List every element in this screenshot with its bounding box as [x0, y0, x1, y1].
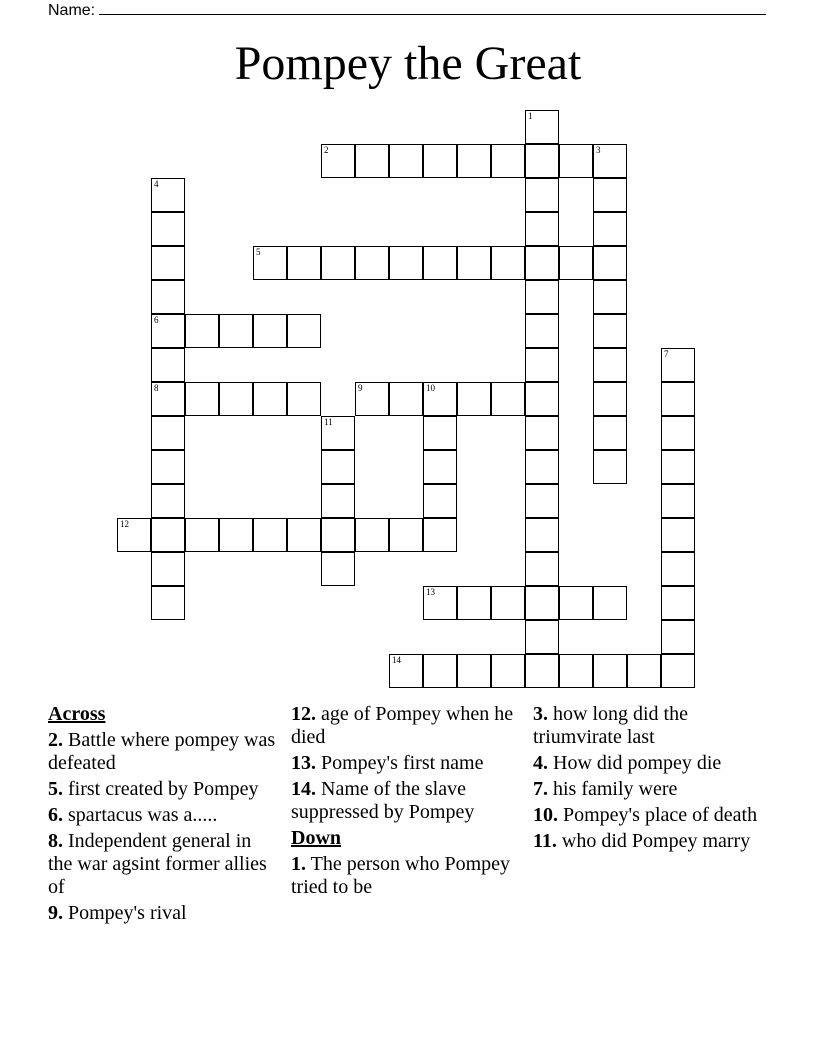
clue-number-label: 12.: [291, 703, 316, 725]
clue-number: 11: [324, 417, 333, 427]
grid-cell[interactable]: [593, 416, 627, 450]
grid-cell[interactable]: [287, 518, 321, 552]
clue-item: [48, 804, 278, 827]
grid-cell[interactable]: [525, 348, 559, 382]
grid-cell[interactable]: [559, 586, 593, 620]
clue-number: 4: [154, 179, 159, 189]
grid-cell[interactable]: [525, 552, 559, 586]
grid-cell[interactable]: [525, 212, 559, 246]
grid-cell[interactable]: [593, 314, 627, 348]
grid-cell[interactable]: [661, 348, 695, 382]
grid-cell[interactable]: [525, 586, 559, 620]
grid-cell[interactable]: [151, 416, 185, 450]
grid-cell[interactable]: [389, 246, 423, 280]
clue-number: 13: [426, 587, 435, 597]
grid-cell[interactable]: [525, 178, 559, 212]
grid-cell[interactable]: [457, 246, 491, 280]
clue-text: How did pompey die: [548, 752, 722, 774]
clue-text: how long did the triumvirate last: [533, 703, 688, 748]
grid-cell[interactable]: [661, 620, 695, 654]
grid-cell[interactable]: [627, 654, 661, 688]
grid-cell[interactable]: [151, 450, 185, 484]
grid-cell[interactable]: [287, 314, 321, 348]
clue-number: 8: [154, 383, 159, 393]
grid-cell[interactable]: [423, 654, 457, 688]
clue-number: 14: [392, 655, 401, 665]
grid-cell[interactable]: [185, 518, 219, 552]
clue-text: Pompey's first name: [316, 752, 484, 774]
grid-cell[interactable]: [253, 314, 287, 348]
clue-text: Independent general in the war agsint former allies of: [48, 830, 267, 898]
grid-cell[interactable]: [457, 144, 491, 178]
clue-number-label: 8.: [48, 830, 63, 852]
grid-cell[interactable]: [661, 484, 695, 518]
clue-item: [533, 703, 763, 749]
down-heading: Down: [291, 827, 342, 849]
clue-number-label: 14.: [291, 778, 316, 800]
grid-cell[interactable]: [661, 552, 695, 586]
grid-cell[interactable]: [151, 382, 185, 416]
clue-number-label: 6.: [48, 804, 63, 826]
clue-item: [291, 778, 521, 824]
grid-cell[interactable]: [321, 484, 355, 518]
clue-number-label: 3.: [533, 703, 548, 725]
grid-cell[interactable]: [151, 586, 185, 620]
grid-cell[interactable]: [525, 246, 559, 280]
clue-number-label: 10.: [533, 804, 558, 826]
clue-number-label: 2.: [48, 729, 63, 751]
grid-cell[interactable]: [321, 246, 355, 280]
clue-number: 5: [256, 247, 261, 257]
clue-item: [48, 902, 278, 925]
grid-cell[interactable]: [593, 212, 627, 246]
clue-number-label: 4.: [533, 752, 548, 774]
clue-text: who did Pompey marry: [556, 830, 751, 852]
grid-cell[interactable]: [151, 212, 185, 246]
grid-cell[interactable]: [525, 620, 559, 654]
grid-cell[interactable]: [593, 450, 627, 484]
grid-cell[interactable]: [355, 518, 389, 552]
grid-cell[interactable]: [423, 246, 457, 280]
grid-cell[interactable]: [525, 484, 559, 518]
grid-cell[interactable]: [491, 144, 525, 178]
grid-cell[interactable]: [525, 416, 559, 450]
grid-cell[interactable]: [525, 280, 559, 314]
grid-cell[interactable]: [151, 518, 185, 552]
grid-cell[interactable]: [117, 518, 151, 552]
grid-cell[interactable]: [151, 280, 185, 314]
clue-item: [291, 853, 521, 899]
grid-cell[interactable]: [525, 654, 559, 688]
grid-cell[interactable]: [559, 144, 593, 178]
clue-item: [48, 830, 278, 899]
grid-cell[interactable]: [389, 654, 423, 688]
grid-cell[interactable]: [321, 518, 355, 552]
grid-cell[interactable]: [253, 518, 287, 552]
grid-cell[interactable]: [593, 348, 627, 382]
page-title: Pompey the Great: [234, 37, 582, 90]
clue-number-label: 1.: [291, 853, 306, 875]
clue-text: Pompey's place of death: [558, 804, 758, 826]
grid-cell[interactable]: [321, 450, 355, 484]
clue-item: [48, 778, 278, 801]
grid-cell[interactable]: [389, 382, 423, 416]
clue-text: spartacus was a.....: [63, 804, 218, 826]
grid-cell[interactable]: [525, 314, 559, 348]
clue-text: Battle where pompey was defeated: [48, 729, 276, 774]
grid-cell[interactable]: [355, 382, 389, 416]
grid-cell[interactable]: [423, 586, 457, 620]
clue-column-3: [533, 703, 763, 856]
grid-cell[interactable]: [423, 144, 457, 178]
clue-text: age of Pompey when he died: [291, 703, 514, 748]
clue-item: [533, 830, 763, 853]
grid-cell[interactable]: [355, 144, 389, 178]
grid-cell[interactable]: [559, 246, 593, 280]
clue-number-label: 5.: [48, 778, 63, 800]
grid-cell[interactable]: [661, 450, 695, 484]
grid-cell[interactable]: [525, 450, 559, 484]
grid-cell[interactable]: [491, 382, 525, 416]
clue-number: 12: [120, 519, 129, 529]
grid-cell[interactable]: [491, 654, 525, 688]
grid-cell[interactable]: [491, 246, 525, 280]
clue-number: 6: [154, 315, 159, 325]
grid-cell[interactable]: [287, 382, 321, 416]
grid-cell[interactable]: [525, 110, 559, 144]
clue-number-label: 9.: [48, 902, 63, 924]
grid-cell[interactable]: [151, 314, 185, 348]
clue-number: 3: [596, 145, 601, 155]
clue-item: [48, 729, 278, 775]
clue-number-label: 13.: [291, 752, 316, 774]
grid-cell[interactable]: [151, 348, 185, 382]
grid-cell[interactable]: [321, 552, 355, 586]
clue-number-label: 11.: [533, 830, 557, 852]
grid-cell[interactable]: [423, 484, 457, 518]
grid-cell[interactable]: [457, 382, 491, 416]
clue-item: [291, 752, 521, 775]
grid-cell[interactable]: [253, 246, 287, 280]
clue-item: [533, 778, 763, 801]
grid-cell[interactable]: [525, 518, 559, 552]
grid-cell[interactable]: [593, 178, 627, 212]
grid-cell[interactable]: [287, 246, 321, 280]
clue-number-label: 7.: [533, 778, 548, 800]
clue-item: [291, 703, 521, 749]
grid-cell[interactable]: [151, 178, 185, 212]
clue-text: Pompey's rival: [63, 902, 187, 924]
grid-cell[interactable]: [321, 416, 355, 450]
grid-cell[interactable]: [457, 586, 491, 620]
grid-cell[interactable]: [389, 144, 423, 178]
grid-cell[interactable]: [661, 382, 695, 416]
clue-text: first created by Pompey: [63, 778, 259, 800]
grid-cell[interactable]: [219, 314, 253, 348]
grid-cell[interactable]: [593, 382, 627, 416]
clue-number: 10: [426, 383, 435, 393]
grid-cell[interactable]: [151, 246, 185, 280]
grid-cell[interactable]: [151, 484, 185, 518]
clue-number: 1: [528, 111, 533, 121]
grid-cell[interactable]: [389, 518, 423, 552]
name-label: Name:: [48, 2, 96, 19]
grid-cell[interactable]: [661, 586, 695, 620]
grid-cell[interactable]: [491, 586, 525, 620]
grid-cell[interactable]: [525, 382, 559, 416]
across-heading: Across: [48, 703, 106, 725]
grid-cell[interactable]: [185, 382, 219, 416]
grid-cell[interactable]: [525, 144, 559, 178]
clue-item: [533, 804, 763, 827]
grid-cell[interactable]: [661, 654, 695, 688]
grid-cell[interactable]: [661, 416, 695, 450]
clue-text: his family were: [548, 778, 678, 800]
clue-number: 9: [358, 383, 363, 393]
grid-cell[interactable]: [593, 654, 627, 688]
clue-text: The person who Pompey tried to be: [291, 853, 511, 898]
grid-cell[interactable]: [423, 450, 457, 484]
grid-cell[interactable]: [185, 314, 219, 348]
grid-cell[interactable]: [219, 518, 253, 552]
grid-cell[interactable]: [457, 654, 491, 688]
grid-cell[interactable]: [321, 144, 355, 178]
clue-number: 2: [324, 145, 329, 155]
grid-cell[interactable]: [423, 382, 457, 416]
grid-cell[interactable]: [593, 246, 627, 280]
clue-column-1: [48, 703, 278, 928]
grid-cell[interactable]: [219, 382, 253, 416]
grid-cell[interactable]: [559, 654, 593, 688]
grid-cell[interactable]: [423, 518, 457, 552]
grid-cell[interactable]: [593, 280, 627, 314]
grid-cell[interactable]: [593, 144, 627, 178]
clue-column-2: [291, 703, 521, 902]
grid-cell[interactable]: [253, 382, 287, 416]
clue-item: [533, 752, 763, 775]
clue-text: Name of the slave suppressed by Pompey: [291, 778, 475, 823]
grid-cell[interactable]: [151, 552, 185, 586]
grid-cell[interactable]: [661, 518, 695, 552]
grid-cell[interactable]: [423, 416, 457, 450]
grid-cell[interactable]: [355, 246, 389, 280]
clue-number: 7: [664, 349, 669, 359]
grid-cell[interactable]: [593, 586, 627, 620]
